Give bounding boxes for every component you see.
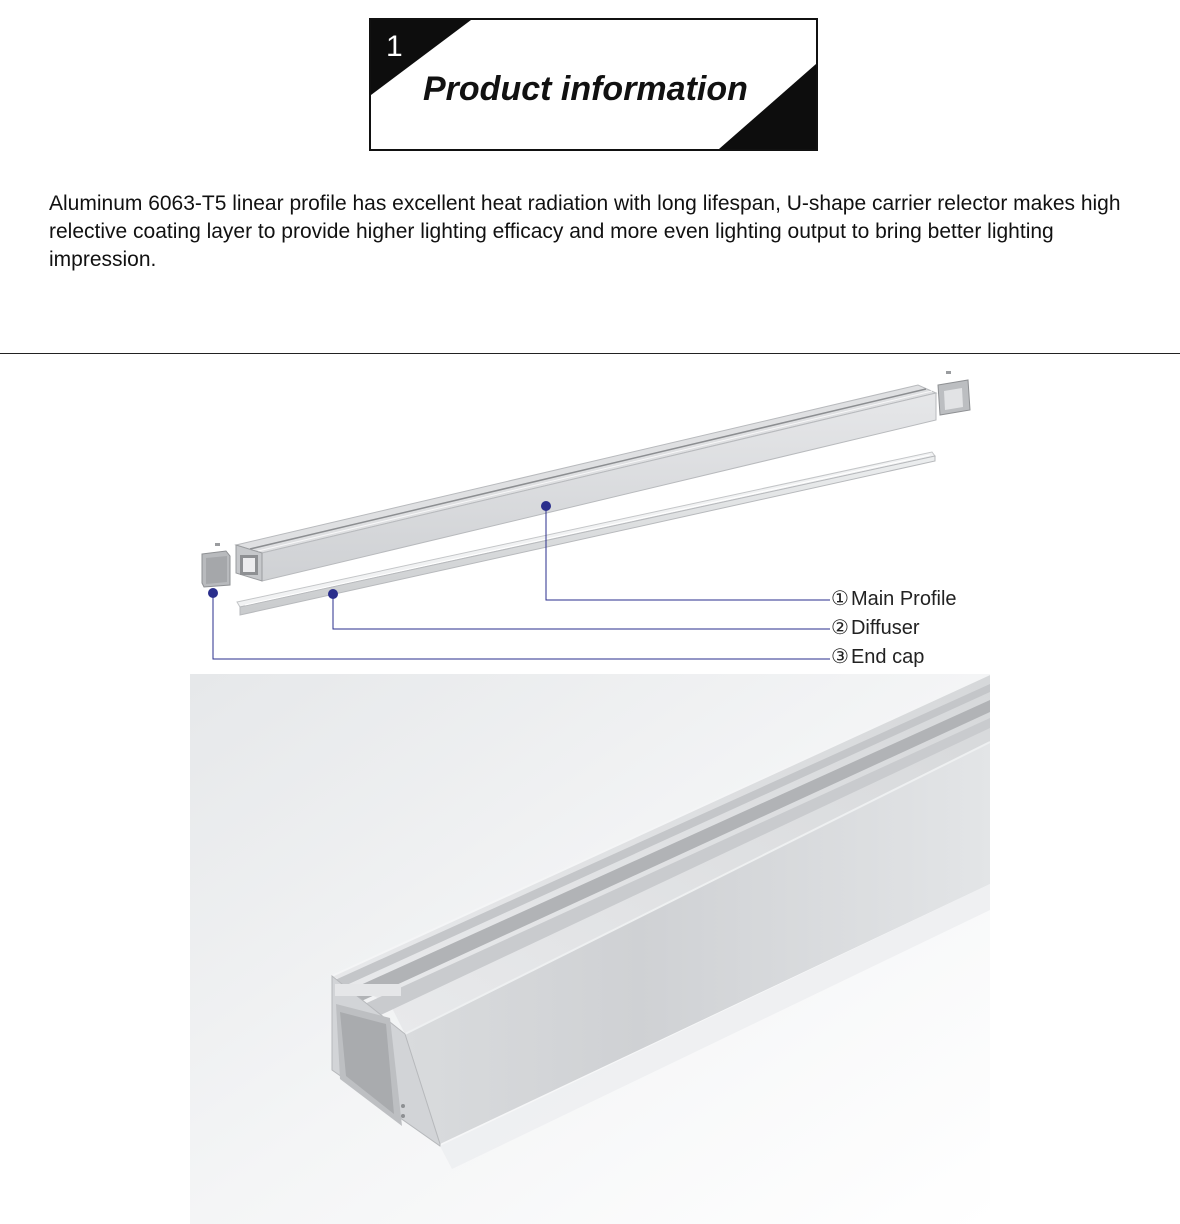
- product-description: Aluminum 6063-T5 linear profile has excellent heat radiation with long lifespan, U-shape carrier relector makes high relective coating layer to provide higher lighting efficacy and more even lighting output to bring better lighting impression.: [49, 192, 1121, 271]
- label-end-cap-number: ③: [831, 646, 849, 668]
- profile-photo: [190, 674, 990, 1224]
- section-title-box: [369, 18, 818, 151]
- label-main-profile-number: ①: [831, 588, 849, 610]
- label-diffuser: [831, 618, 919, 638]
- label-end-cap-name: End cap: [850, 646, 925, 668]
- label-diffuser-number: ②: [831, 617, 849, 639]
- section-divider: [0, 353, 1180, 354]
- section-title: Product information: [423, 70, 748, 108]
- label-main-profile: [831, 589, 957, 609]
- exploded-diagram: [0, 355, 1180, 670]
- main-profile-callout-dot: [541, 501, 551, 511]
- label-main-profile-name: Main Profile: [850, 588, 957, 610]
- exploded-illustration: [0, 355, 1180, 670]
- diffuser-callout-dot: [328, 589, 338, 599]
- end-cap-callout-dot: [208, 588, 218, 598]
- label-diffuser-name: Diffuser: [850, 617, 920, 639]
- label-end-cap: [831, 647, 924, 667]
- section-number: 1: [386, 30, 403, 63]
